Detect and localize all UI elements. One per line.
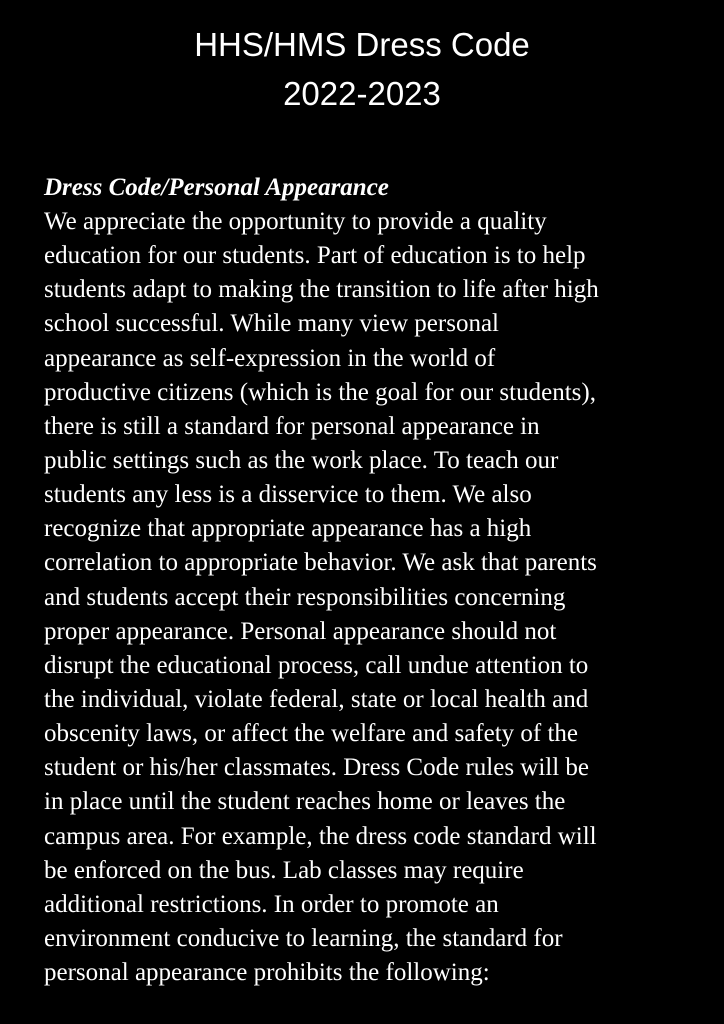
body-line: and students accept their responsibilities concerning: [44, 583, 566, 611]
document-year: 2022-2023: [283, 75, 441, 112]
document-title: HHS/HMS Dress Code: [194, 26, 530, 63]
section-heading: Dress Code/Personal Appearance: [44, 174, 389, 201]
body-line: school successful. While many view personal: [44, 310, 499, 338]
body-line: education for our students. Part of education is to help: [44, 242, 586, 270]
body-line: public settings such as the work place. To teach our: [44, 446, 559, 474]
body-line: disrupt the educational process, call undue attention to: [44, 651, 589, 679]
body-line: students adapt to making the transition to life after high: [44, 276, 599, 304]
body-line: student or his/her classmates. Dress Code rules will be: [44, 754, 590, 782]
body-line: be enforced on the bus. Lab classes may require: [44, 856, 524, 884]
body-line: We appreciate the opportunity to provide a quality: [44, 208, 547, 235]
body-line: personal appearance prohibits the following:: [44, 959, 490, 987]
body-line: campus area. For example, the dress code standard will: [44, 822, 597, 850]
body-paragraph: [44, 205, 599, 990]
body-line: productive citizens (which is the goal for our students),: [44, 378, 596, 406]
body-line: the individual, violate federal, state or local health and: [44, 685, 589, 713]
body-line: additional restrictions. In order to promote an: [44, 890, 499, 918]
body-line: recognize that appropriate appearance has a high: [44, 515, 532, 543]
body-line: correlation to appropriate behavior. We ask that parents: [44, 549, 597, 577]
body-line: appearance as self-expression in the world of: [44, 344, 496, 372]
body-line: there is still a standard for personal appearance in: [44, 412, 540, 440]
body-line: obscenity laws, or affect the welfare and safety of the: [44, 720, 579, 748]
body-line: in place until the student reaches home or leaves the: [44, 788, 566, 816]
body-line: proper appearance. Personal appearance should not: [44, 617, 557, 645]
body-line: environment conducive to learning, the standard for: [44, 924, 563, 952]
body-line: students any less is a disservice to them. We also: [44, 481, 532, 509]
